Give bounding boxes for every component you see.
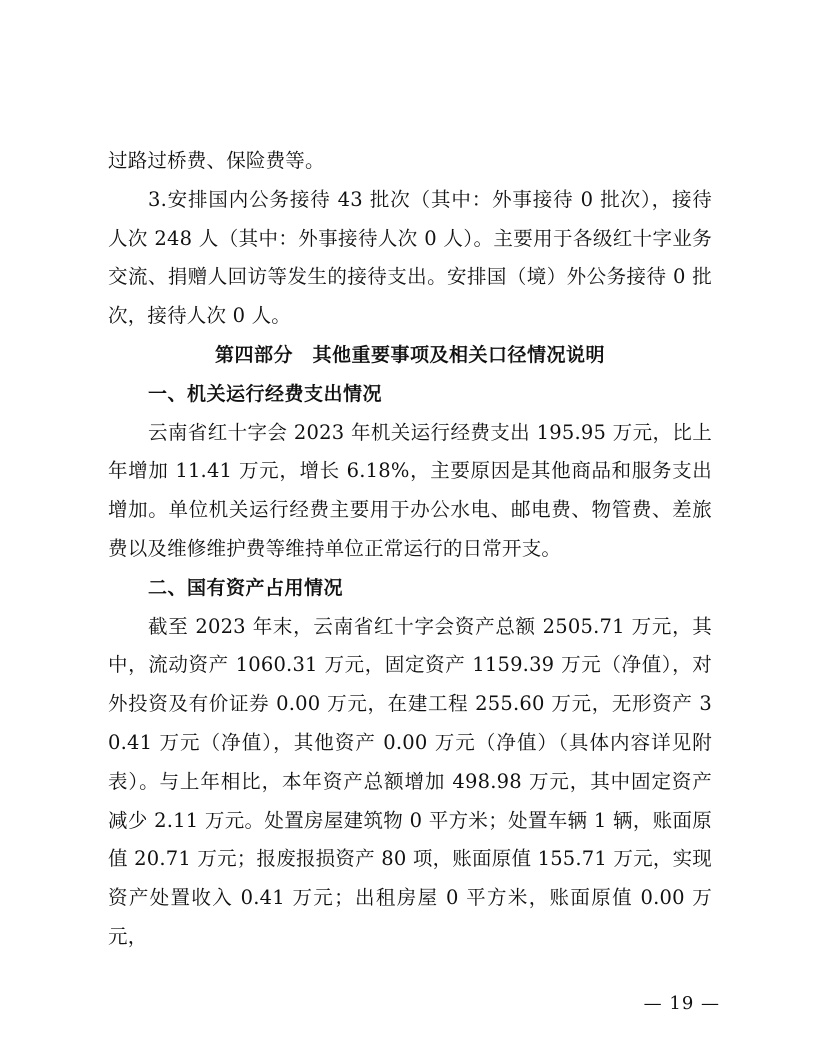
part-title: 第四部分 其他重要事项及相关口径情况说明: [214, 343, 605, 366]
document-body: [108, 142, 712, 957]
paragraph-continuation: 过路过桥费、保险费等。: [108, 149, 325, 172]
page-number: — 19 —: [643, 993, 720, 1014]
paragraph-operating-expenses: 云南省红十字会 2023 年机关运行经费支出 195.95 万元，比上年增加 11.41 万元，增长 6.18%，主要原因是其他商品和服务支出增加。单位机关运行经费主要用于办公水电、邮电费、物管费、差旅费以及维修维护费等维持单位正常运行的日常开支。: [108, 420, 712, 560]
paragraph-state-assets: 截至 2023 年末，云南省红十字会资产总额 2505.71 万元，其中，流动资产 1060.31 万元，固定资产 1159.39 万元（净值），对外投资及有价证券 0.00 万元，在建工程 255.60 万元，无形资产 30.41 万元（净值），其他资产 0.00 万元（净值）（具体内容详见附表）。与上年相比，本年资产总额增加 498.98 万元，其中固定资产减少 2.11 万元。处置房屋建筑物 0 平方米；处置车辆 1 辆，账面原值 20.71 万元；报废报损资产 80 项，账面原值 155.71 万元，实现资产处置收入 0.41 万元；出租房屋 0 平方米，账面原值 0.00 万元，: [108, 614, 712, 948]
section-title-state-assets: 二、国有资产占用情况: [148, 576, 344, 599]
paragraph-reception: 3.安排国内公务接待 43 批次（其中：外事接待 0 批次），接待人次 248 人（其中：外事接待人次 0 人）。主要用于各级红十字业务交流、捐赠人回访等发生的接待支出。安排国（境）外公务接待 0 批次，接待人次 0 人。: [108, 187, 712, 328]
section-title-operating-expenses: 一、机关运行经费支出情况: [148, 382, 383, 405]
